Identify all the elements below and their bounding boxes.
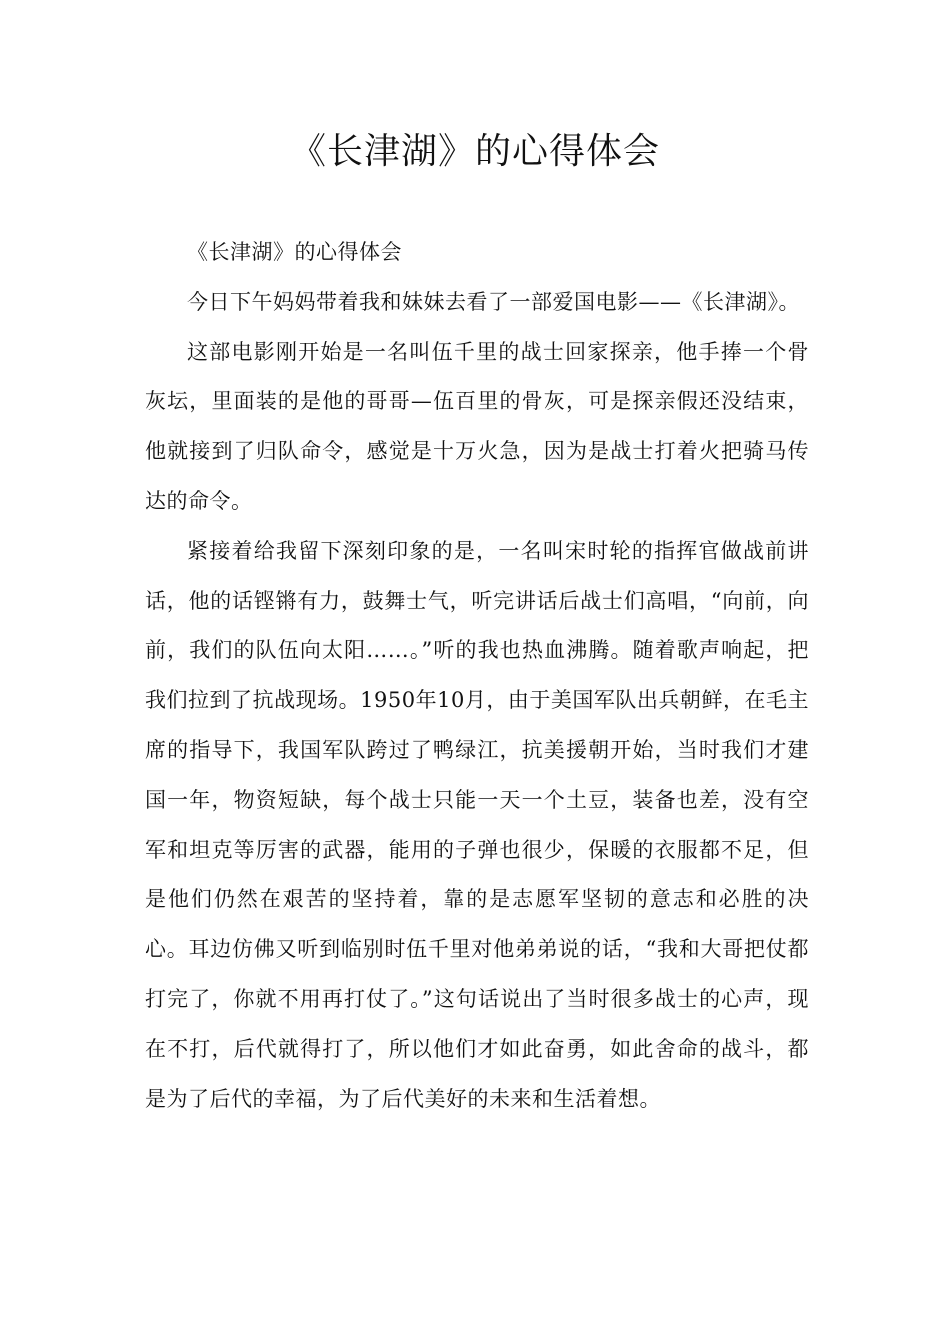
paragraph-intro: 今日下午妈妈带着我和妹妹去看了一部爱国电影——《长津湖》。: [187, 289, 800, 314]
paragraph-subtitle: 《长津湖》的心得体会: [187, 240, 402, 264]
document-body: [145, 228, 809, 1124]
paragraph-impression: 紧接着给我留下深刻印象的是，一名叫宋时轮的指挥官做战前讲话，他的话铿锵有力，鼓舞士气，听完讲话后战士们高唱，“向前，向前，我们的队伍向太阳……。”听的我也热血沸腾。随着歌声响起，把我们拉到了抗战现场。1950年10月，由于美国军队出兵朝鲜，在毛主席的指导下，我国军队跨过了鸭绿江，抗美援朝开始，当时我们才建国一年，物资短缺，每个战士只能一天一个土豆，装备也差，没有空军和坦克等厉害的武器，能用的子弹也很少，保暖的衣服都不足，但是他们仍然在艰苦的坚持着，靠的是志愿军坚韧的意志和必胜的决心。耳边仿佛又听到临别时伍千里对他弟弟说的话，“我和大哥把仗都打完了，你就不用再打仗了。”这句话说出了当时很多战士的心声，现在不打，后代就得打了，所以他们才如此奋勇，如此舍命的战斗，都是为了后代的幸福，为了后代美好的未来和生活着想。: [145, 538, 809, 1111]
document-title: 《长津湖》的心得体会: [289, 131, 660, 172]
paragraph-opening-scene: 这部电影刚开始是一名叫伍千里的战士回家探亲，他手捧一个骨灰坛，里面装的是他的哥哥—伍百里的骨灰，可是探亲假还没结束，他就接到了归队命令，感觉是十万火急，因为是战士打着火把骑马传达的命令。: [145, 339, 809, 513]
